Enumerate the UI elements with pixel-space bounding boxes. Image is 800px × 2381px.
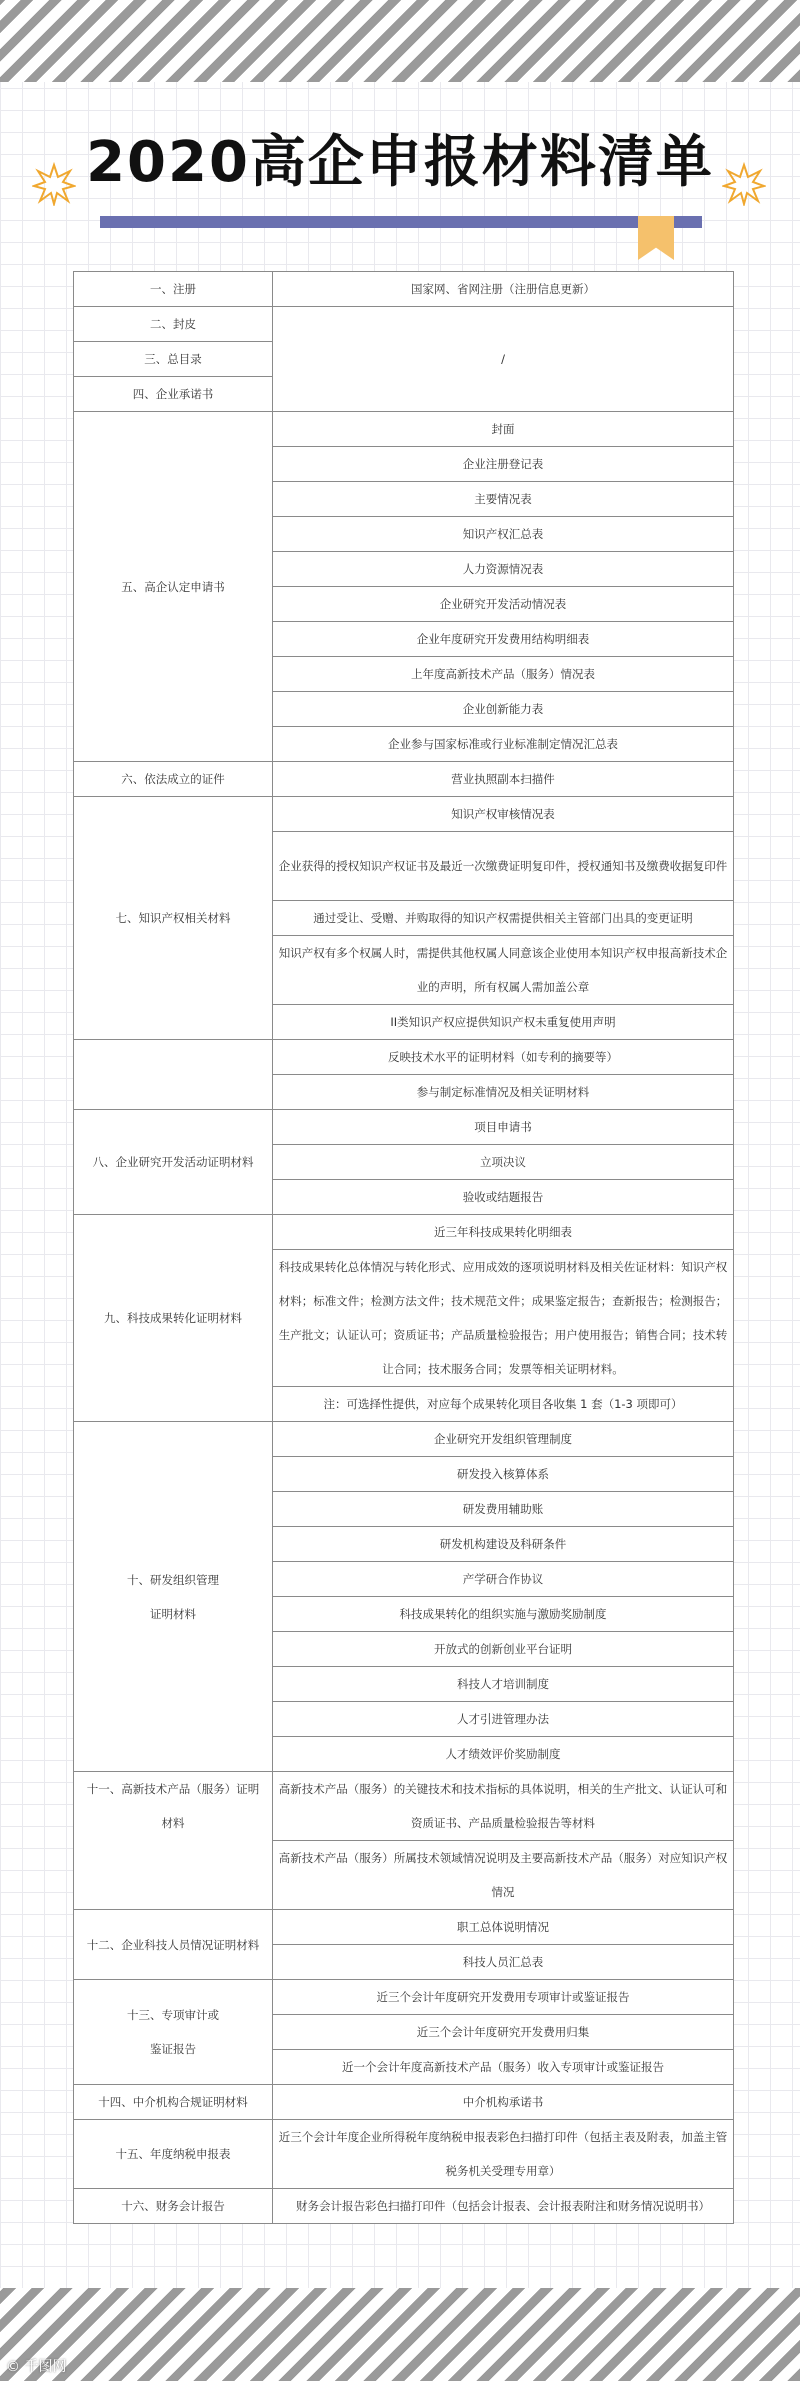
item-cell: 主要情况表 bbox=[273, 482, 734, 517]
table-row bbox=[74, 272, 734, 307]
table-row bbox=[74, 2120, 734, 2189]
watermark: © 千图网 bbox=[6, 2359, 67, 2375]
item-cell: 近三个会计年度企业所得税年度纳税申报表彩色扫描打印件（包括主表及附表，加盖主管税务机关受理专用章） bbox=[273, 2120, 734, 2189]
category-cell: 三、总目录 bbox=[74, 342, 273, 377]
item-cell: 企业研究开发组织管理制度 bbox=[273, 1422, 734, 1457]
item-cell: 产学研合作协议 bbox=[273, 1562, 734, 1597]
item-cell: 人才绩效评价奖励制度 bbox=[273, 1737, 734, 1772]
item-cell: 近三个会计年度研究开发费用归集 bbox=[273, 2015, 734, 2050]
table-row bbox=[74, 1110, 734, 1145]
category-cell: 五、高企认定申请书 bbox=[74, 412, 273, 762]
item-cell: 研发机构建设及科研条件 bbox=[273, 1527, 734, 1562]
item-cell: 验收或结题报告 bbox=[273, 1180, 734, 1215]
item-cell: 企业创新能力表 bbox=[273, 692, 734, 727]
bottom-stripe-border bbox=[0, 2288, 800, 2381]
table-row bbox=[74, 1422, 734, 1457]
item-cell: 企业注册登记表 bbox=[273, 447, 734, 482]
item-cell: / bbox=[273, 307, 734, 412]
category-cell: 七、知识产权相关材料 bbox=[74, 797, 273, 1040]
materials-table bbox=[73, 271, 734, 2224]
category-cell: 十二、企业科技人员情况证明材料 bbox=[74, 1910, 273, 1980]
category-cell bbox=[74, 1772, 273, 1910]
category-cell: 二、封皮 bbox=[74, 307, 273, 342]
category-cell: 十四、中介机构合规证明材料 bbox=[74, 2085, 273, 2120]
star-icon bbox=[32, 162, 76, 206]
note-cell: 注：可选择性提供，对应每个成果转化项目各收集 1 套（1-3 项即可） bbox=[273, 1387, 734, 1422]
item-cell: 科技人员汇总表 bbox=[273, 1945, 734, 1980]
item-cell: 通过受让、受赠、并购取得的知识产权需提供相关主管部门出具的变更证明 bbox=[273, 901, 734, 936]
item-cell: 财务会计报告彩色扫描打印件（包括会计报表、会计报表附注和财务情况说明书） bbox=[273, 2189, 734, 2224]
item-cell: 企业参与国家标准或行业标准制定情况汇总表 bbox=[273, 727, 734, 762]
table-row bbox=[74, 412, 734, 447]
item-cell: 知识产权汇总表 bbox=[273, 517, 734, 552]
item-cell: 人力资源情况表 bbox=[273, 552, 734, 587]
item-cell: 企业研究开发活动情况表 bbox=[273, 587, 734, 622]
item-cell: 人才引进管理办法 bbox=[273, 1702, 734, 1737]
category-line: 鉴证报告 bbox=[150, 2042, 196, 2056]
category-cell: 四、企业承诺书 bbox=[74, 377, 273, 412]
category-cell: 十五、年度纳税申报表 bbox=[74, 2120, 273, 2189]
star-icon bbox=[722, 162, 766, 206]
item-cell: 高新技术产品（服务）的关键技术和技术指标的具体说明，相关的生产批文、认证认可和资质证书、产品质量检验报告等材料 bbox=[273, 1772, 734, 1841]
table-row bbox=[74, 1910, 734, 1945]
table-row bbox=[74, 2085, 734, 2120]
page-title: 2020高企申报材料清单 bbox=[86, 130, 714, 195]
category-line: 十一、高新技术产品（服务）证明 bbox=[86, 1782, 260, 1796]
table-row bbox=[74, 2189, 734, 2224]
item-cell: 参与制定标准情况及相关证明材料 bbox=[273, 1075, 734, 1110]
item-cell: 高新技术产品（服务）所属技术领域情况说明及主要高新技术产品（服务）对应知识产权情况 bbox=[273, 1841, 734, 1910]
item-cell: 研发费用辅助账 bbox=[273, 1492, 734, 1527]
category-cell: 九、科技成果转化证明材料 bbox=[74, 1215, 273, 1422]
item-cell: 营业执照副本扫描件 bbox=[273, 762, 734, 797]
top-stripe-border bbox=[0, 0, 800, 82]
item-cell: 近三个会计年度研究开发费用专项审计或鉴证报告 bbox=[273, 1980, 734, 2015]
item-cell: 近三年科技成果转化明细表 bbox=[273, 1215, 734, 1250]
table-row bbox=[74, 762, 734, 797]
table-row bbox=[74, 307, 734, 342]
item-cell: 中介机构承诺书 bbox=[273, 2085, 734, 2120]
category-cell: 一、注册 bbox=[74, 272, 273, 307]
item-cell: 科技成果转化总体情况与转化形式、应用成效的逐项说明材料及相关佐证材料：知识产权材料；标准文件；检测方法文件；技术规范文件；成果鉴定报告；查新报告；检测报告；生产批文；认证认可；资质证书；产品质量检验报告；用户使用报告；销售合同；技术转让合同；技术服务合同；发票等相关证明材料。 bbox=[273, 1250, 734, 1387]
category-cell bbox=[74, 1980, 273, 2085]
category-line: 证明材料 bbox=[150, 1606, 196, 1621]
table-row bbox=[74, 797, 734, 832]
item-cell: II类知识产权应提供知识产权未重复使用声明 bbox=[273, 1005, 734, 1040]
table-row bbox=[74, 1772, 734, 1841]
item-cell: 反映技术水平的证明材料（如专利的摘要等） bbox=[273, 1040, 734, 1075]
item-cell: 知识产权有多个权属人时，需提供其他权属人同意该企业使用本知识产权申报高新技术企业的声明，所有权属人需加盖公章 bbox=[273, 936, 734, 1005]
table-row bbox=[74, 1040, 734, 1075]
item-cell: 知识产权审核情况表 bbox=[273, 797, 734, 832]
title-underline-bar bbox=[100, 216, 702, 228]
item-cell: 研发投入核算体系 bbox=[273, 1457, 734, 1492]
item-cell: 立项决议 bbox=[273, 1145, 734, 1180]
bookmark-ribbon-icon bbox=[638, 216, 674, 260]
category-cell: 十六、财务会计报告 bbox=[74, 2189, 273, 2224]
table-row bbox=[74, 1980, 734, 2015]
category-line: 十三、专项审计或 bbox=[127, 2008, 219, 2022]
item-cell: 科技成果转化的组织实施与激励奖励制度 bbox=[273, 1597, 734, 1632]
category-cell: 六、依法成立的证件 bbox=[74, 762, 273, 797]
item-cell: 项目申请书 bbox=[273, 1110, 734, 1145]
category-cell bbox=[74, 1422, 273, 1772]
item-cell: 科技人才培训制度 bbox=[273, 1667, 734, 1702]
category-cell-empty bbox=[74, 1040, 273, 1110]
item-cell: 封面 bbox=[273, 412, 734, 447]
table-row bbox=[74, 1215, 734, 1250]
item-cell: 职工总体说明情况 bbox=[273, 1910, 734, 1945]
item-cell: 企业年度研究开发费用结构明细表 bbox=[273, 622, 734, 657]
item-cell: 国家网、省网注册（注册信息更新） bbox=[273, 272, 734, 307]
item-cell: 开放式的创新创业平台证明 bbox=[273, 1632, 734, 1667]
item-cell: 上年度高新技术产品（服务）情况表 bbox=[273, 657, 734, 692]
category-line: 十、研发组织管理 bbox=[127, 1572, 219, 1587]
category-line: 材料 bbox=[161, 1816, 185, 1830]
item-cell: 企业获得的授权知识产权证书及最近一次缴费证明复印件，授权通知书及缴费收据复印件 bbox=[273, 832, 734, 901]
item-cell: 近一个会计年度高新技术产品（服务）收入专项审计或鉴证报告 bbox=[273, 2050, 734, 2085]
category-cell: 八、企业研究开发活动证明材料 bbox=[74, 1110, 273, 1215]
